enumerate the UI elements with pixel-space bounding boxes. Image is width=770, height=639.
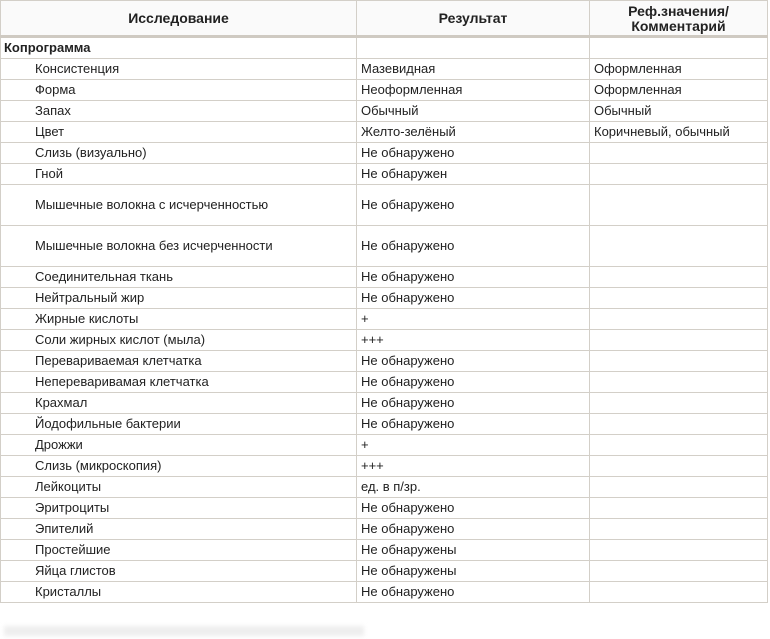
row-study: Соли жирных кислот (мыла) bbox=[1, 330, 357, 351]
row-result: Не обнаружено bbox=[357, 267, 590, 288]
table-row bbox=[1, 456, 768, 477]
row-reference: Оформленная bbox=[590, 80, 768, 101]
row-result: ед. в п/зр. bbox=[357, 477, 590, 498]
empty-cell bbox=[357, 37, 590, 59]
table-row bbox=[1, 561, 768, 582]
row-reference bbox=[590, 561, 768, 582]
row-reference bbox=[590, 435, 768, 456]
row-reference bbox=[590, 330, 768, 351]
header-study: Исследование bbox=[1, 1, 357, 37]
row-result: Не обнаружено bbox=[357, 372, 590, 393]
table-row bbox=[1, 288, 768, 309]
row-result: Не обнаружено bbox=[357, 393, 590, 414]
table-row bbox=[1, 309, 768, 330]
row-reference bbox=[590, 519, 768, 540]
table-row bbox=[1, 185, 768, 226]
row-reference: Коричневый, обычный bbox=[590, 122, 768, 143]
row-result: + bbox=[357, 309, 590, 330]
row-study: Форма bbox=[1, 80, 357, 101]
row-result: Не обнаружено bbox=[357, 498, 590, 519]
row-study: Нейтральный жир bbox=[1, 288, 357, 309]
header-row bbox=[1, 1, 768, 37]
row-result: Не обнаружены bbox=[357, 540, 590, 561]
table-row bbox=[1, 393, 768, 414]
row-reference bbox=[590, 164, 768, 185]
row-study: Яйца глистов bbox=[1, 561, 357, 582]
table-row bbox=[1, 498, 768, 519]
row-study: Слизь (микроскопия) bbox=[1, 456, 357, 477]
table-row bbox=[1, 164, 768, 185]
table-row bbox=[1, 59, 768, 80]
empty-cell bbox=[590, 37, 768, 59]
row-result: Желто-зелёный bbox=[357, 122, 590, 143]
row-study: Соединительная ткань bbox=[1, 267, 357, 288]
row-reference: Оформленная bbox=[590, 59, 768, 80]
row-reference bbox=[590, 414, 768, 435]
row-study: Дрожжи bbox=[1, 435, 357, 456]
row-study: Непереваривамая клетчатка bbox=[1, 372, 357, 393]
header-result: Результат bbox=[357, 1, 590, 37]
row-study: Мышечные волокна без исчерченности bbox=[1, 226, 357, 267]
row-reference bbox=[590, 288, 768, 309]
row-study: Эритроциты bbox=[1, 498, 357, 519]
row-reference bbox=[590, 582, 768, 603]
row-result: Неоформленная bbox=[357, 80, 590, 101]
row-study: Йодофильные бактерии bbox=[1, 414, 357, 435]
table-row bbox=[1, 582, 768, 603]
row-reference bbox=[590, 456, 768, 477]
row-study: Гной bbox=[1, 164, 357, 185]
table-row bbox=[1, 267, 768, 288]
row-study: Простейшие bbox=[1, 540, 357, 561]
row-reference bbox=[590, 351, 768, 372]
row-reference bbox=[590, 226, 768, 267]
row-result: +++ bbox=[357, 456, 590, 477]
row-reference: Обычный bbox=[590, 101, 768, 122]
table-row bbox=[1, 80, 768, 101]
row-result: Мазевидная bbox=[357, 59, 590, 80]
row-reference bbox=[590, 540, 768, 561]
table-row bbox=[1, 226, 768, 267]
row-study: Лейкоциты bbox=[1, 477, 357, 498]
table-row bbox=[1, 414, 768, 435]
row-study: Запах bbox=[1, 101, 357, 122]
section-title: Копрограмма bbox=[1, 37, 357, 59]
row-study: Жирные кислоты bbox=[1, 309, 357, 330]
row-study: Кристаллы bbox=[1, 582, 357, 603]
table-row bbox=[1, 330, 768, 351]
row-result: Обычный bbox=[357, 101, 590, 122]
row-study: Эпителий bbox=[1, 519, 357, 540]
row-reference bbox=[590, 477, 768, 498]
row-result: Не обнаружено bbox=[357, 351, 590, 372]
row-result: Не обнаружены bbox=[357, 561, 590, 582]
header-ref-line1: Реф.значения/ bbox=[628, 2, 729, 19]
header-ref-line2: Комментарий bbox=[631, 17, 726, 34]
row-study: Слизь (визуально) bbox=[1, 143, 357, 164]
row-study: Перевариваемая клетчатка bbox=[1, 351, 357, 372]
row-result: + bbox=[357, 435, 590, 456]
table-row bbox=[1, 519, 768, 540]
row-study: Мышечные волокна с исчерченностью bbox=[1, 185, 357, 226]
row-reference bbox=[590, 309, 768, 330]
row-reference bbox=[590, 393, 768, 414]
row-result: Не обнаружено bbox=[357, 582, 590, 603]
row-result: Не обнаружено bbox=[357, 226, 590, 267]
row-result: Не обнаружено bbox=[357, 143, 590, 164]
row-result: Не обнаружено bbox=[357, 519, 590, 540]
row-reference bbox=[590, 185, 768, 226]
table-row bbox=[1, 143, 768, 164]
table-row bbox=[1, 540, 768, 561]
row-study: Крахмал bbox=[1, 393, 357, 414]
table-row bbox=[1, 435, 768, 456]
row-reference bbox=[590, 498, 768, 519]
row-reference bbox=[590, 267, 768, 288]
row-result: Не обнаружено bbox=[357, 185, 590, 226]
table-row bbox=[1, 351, 768, 372]
table-row bbox=[1, 477, 768, 498]
blurred-footer bbox=[4, 626, 364, 636]
row-reference bbox=[590, 143, 768, 164]
row-study: Цвет bbox=[1, 122, 357, 143]
table-row bbox=[1, 122, 768, 143]
table-row bbox=[1, 101, 768, 122]
section-row bbox=[1, 37, 768, 59]
row-study: Консистенция bbox=[1, 59, 357, 80]
row-result: Не обнаружено bbox=[357, 288, 590, 309]
table-row bbox=[1, 372, 768, 393]
header-ref bbox=[590, 1, 768, 37]
row-result: Не обнаружено bbox=[357, 414, 590, 435]
row-reference bbox=[590, 372, 768, 393]
row-result: Не обнаружен bbox=[357, 164, 590, 185]
row-result: +++ bbox=[357, 330, 590, 351]
